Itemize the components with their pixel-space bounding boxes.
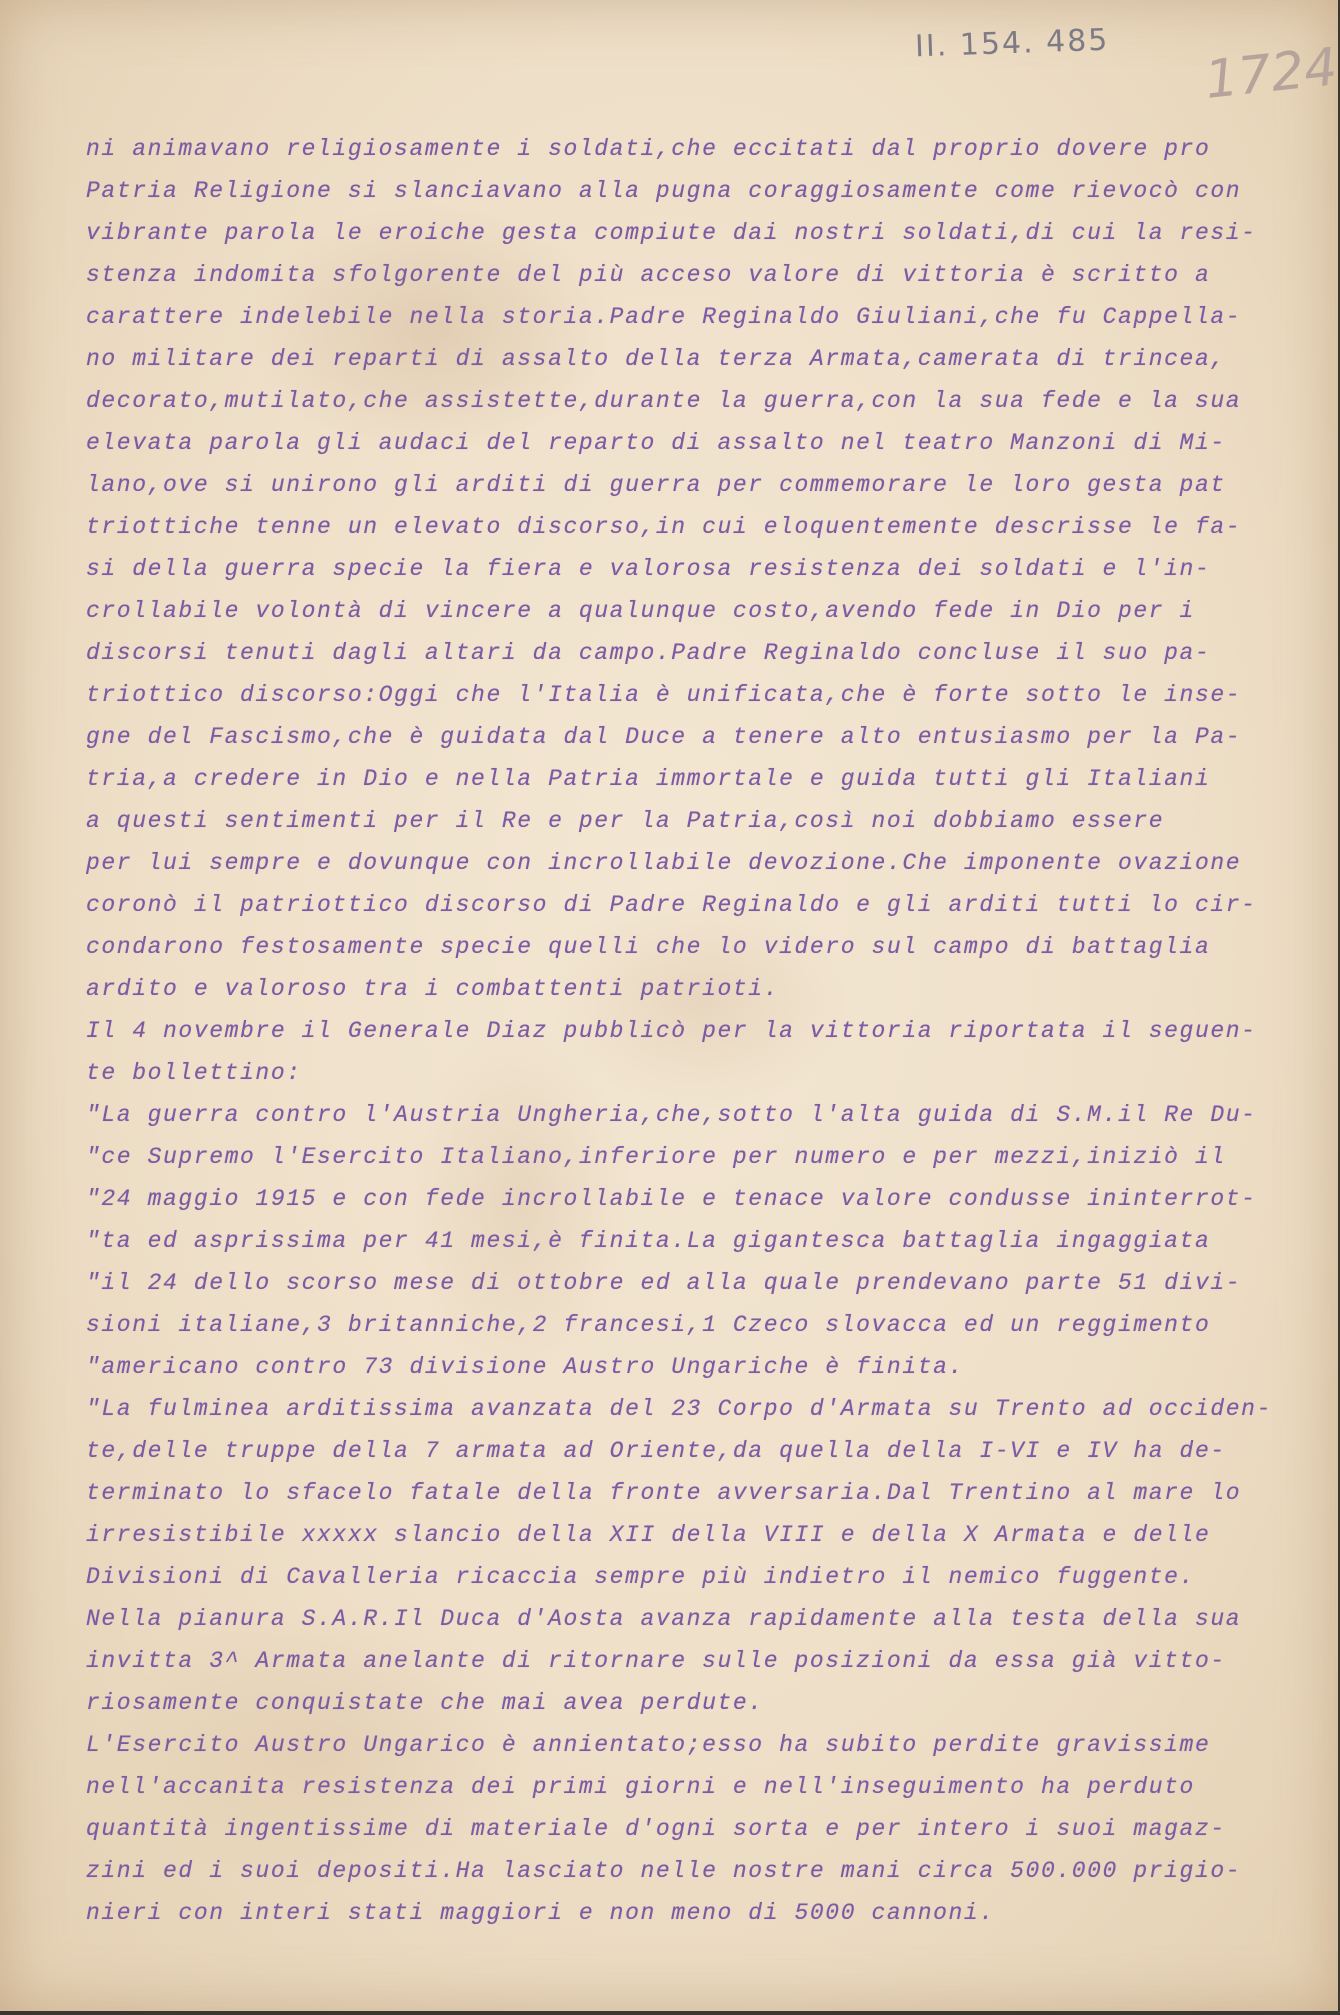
text-line: decorato,mutilato,che assistette,durante la guerra,con la sua fede e la sua (86, 388, 1242, 414)
text-line: "24 maggio 1915 e con fede incrollabile e tenace valore condusse ininterrot- (86, 1186, 1257, 1212)
text-line: irresistibile xxxxx slancio della XII della VIII e della X Armata e delle (86, 1522, 1211, 1548)
text-line: vibrante parola le eroiche gesta compiute dai nostri soldati,di cui la resi- (86, 220, 1257, 246)
text-line: elevata parola gli audaci del reparto di assalto nel teatro Manzoni di Mi- (86, 430, 1226, 456)
text-line: Il 4 novembre il Generale Diaz pubblicò per la vittoria riportata il seguen- (86, 1018, 1257, 1044)
text-line: condarono festosamente specie quelli che lo videro sul campo di battaglia (86, 934, 1211, 960)
text-line: "il 24 dello scorso mese di ottobre ed alla quale prendevano parte 51 divi- (86, 1270, 1242, 1296)
text-line: "La guerra contro l'Austria Ungheria,che,sotto l'alta guida di S.M.il Re Du- (86, 1102, 1257, 1128)
archive-number: II. 154. 485 (914, 22, 1110, 65)
text-line: "La fulminea arditissima avanzata del 23 Corpo d'Armata su Trento ad occiden- (86, 1396, 1272, 1422)
folio-number: 1724 (1202, 37, 1340, 111)
text-line: triottiche tenne un elevato discorso,in cui eloquentemente descrisse le fa- (86, 514, 1242, 540)
text-line: te bollettino: (86, 1060, 302, 1086)
text-line: quantità ingentissime di materiale d'ogni sorta e per intero i suoi magaz- (86, 1816, 1226, 1842)
text-line: "ta ed asprissima per 41 mesi,è finita.La gigantesca battaglia ingaggiata (86, 1228, 1211, 1254)
text-line: discorsi tenuti dagli altari da campo.Padre Reginaldo concluse il suo pa- (86, 640, 1211, 666)
text-line: tria,a credere in Dio e nella Patria immortale e guida tutti gli Italiani (86, 766, 1211, 792)
text-line: sioni italiane,3 britanniche,2 francesi,1 Czeco slovacca ed un reggimento (86, 1312, 1211, 1338)
text-line: ni animavano religiosamente i soldati,che eccitati dal proprio dovere pro (86, 136, 1211, 162)
text-line: si della guerra specie la fiera e valorosa resistenza dei soldati e l'in- (86, 556, 1211, 582)
text-line: carattere indelebile nella storia.Padre Reginaldo Giuliani,che fu Cappella- (86, 304, 1242, 330)
text-line: Nella pianura S.A.R.Il Duca d'Aosta avanza rapidamente alla testa della sua (86, 1606, 1242, 1632)
text-line: Patria Religione si slanciavano alla pugna coraggiosamente come rievocò con (86, 178, 1242, 204)
text-line: no militare dei reparti di assalto della terza Armata,camerata di trincea, (86, 346, 1226, 372)
text-line: te,delle truppe della 7 armata ad Oriente,da quella della I-VI e IV ha de- (86, 1438, 1226, 1464)
text-line: a questi sentimenti per il Re e per la Patria,così noi dobbiamo essere (86, 808, 1165, 834)
text-line: lano,ove si unirono gli arditi di guerra per commemorare le loro gesta pat (86, 472, 1226, 498)
text-line: per lui sempre e dovunque con incrollabile devozione.Che imponente ovazione (86, 850, 1242, 876)
text-line: riosamente conquistate che mai avea perdute. (86, 1690, 764, 1716)
text-line: coronò il patriottico discorso di Padre Reginaldo e gli arditi tutti lo cir- (86, 892, 1257, 918)
text-line: crollabile volontà di vincere a qualunque costo,avendo fede in Dio per i (86, 598, 1195, 624)
text-line: invitta 3^ Armata anelante di ritornare sulle posizioni da essa già vitto- (86, 1648, 1226, 1674)
text-line: Divisioni di Cavalleria ricaccia sempre più indietro il nemico fuggente. (86, 1564, 1195, 1590)
text-line: gne del Fascismo,che è guidata dal Duce a tenere alto entusiasmo per la Pa- (86, 724, 1242, 750)
text-line: terminato lo sfacelo fatale della fronte avversaria.Dal Trentino al mare lo (86, 1480, 1242, 1506)
text-line: L'Esercito Austro Ungarico è annientato;esso ha subito perdite gravissime (86, 1732, 1211, 1758)
text-line: "ce Supremo l'Esercito Italiano,inferiore per numero e per mezzi,iniziò il (86, 1144, 1226, 1170)
text-line: ardito e valoroso tra i combattenti patrioti. (86, 976, 780, 1002)
text-line: "americano contro 73 divisione Austro Ungariche è finita. (86, 1354, 964, 1380)
text-line: zini ed i suoi depositi.Ha lasciato nelle nostre mani circa 500.000 prigio- (86, 1858, 1242, 1884)
text-line: nieri con interi stati maggiori e non meno di 5000 cannoni. (86, 1900, 995, 1926)
text-line: triottico discorso:Oggi che l'Italia è unificata,che è forte sotto le inse- (86, 682, 1242, 708)
text-line: stenza indomita sfolgorente del più acceso valore di vittoria è scritto a (86, 262, 1211, 288)
text-line: nell'accanita resistenza dei primi giorni e nell'inseguimento ha perduto (86, 1774, 1195, 1800)
typed-text-body (86, 128, 1336, 1934)
